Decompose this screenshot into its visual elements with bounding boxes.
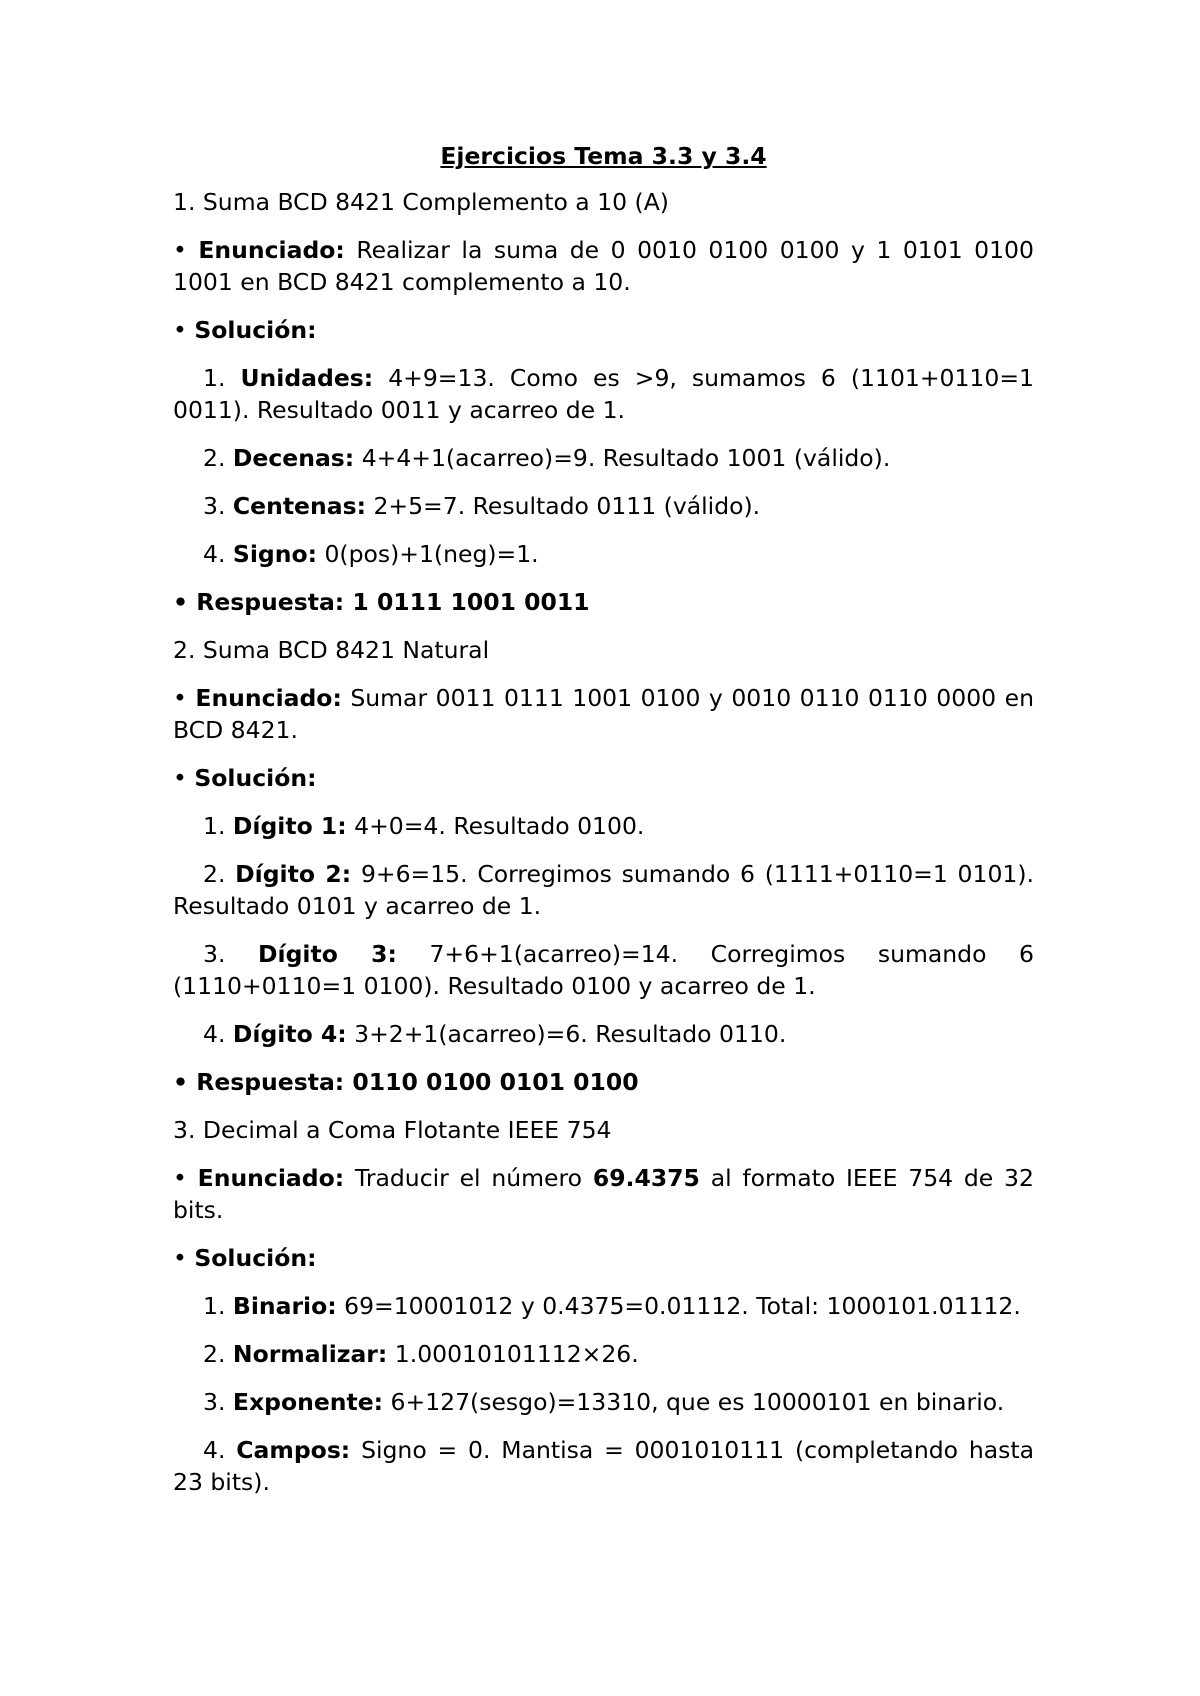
exercise-2-enunciado [173, 682, 1034, 746]
step-text: 0(pos)+1(neg)=1. [324, 540, 539, 568]
enunciado-label: Enunciado: [197, 1164, 345, 1192]
respuesta-value: 1 0111 1001 0011 [352, 588, 590, 616]
step-label: Dígito 3: [258, 940, 397, 968]
step-text: Signo = 0. Mantisa = 0001010111 (completando hasta 23 bits). [173, 1436, 1034, 1496]
exercise-2-step-4: 4. Dígito 4: 3+2+1(acarreo)=6. Resultado 0110. [203, 1020, 787, 1048]
step-label: Dígito 4: [232, 1020, 347, 1048]
step-text: 69=10001012 y 0.4375=0.01112. Total: 1000101.01112. [344, 1292, 1021, 1320]
step-text: 4+0=4. Resultado 0100. [354, 812, 645, 840]
step-text: 9+6=15. Corregimos sumando 6 (1111+0110=1 0101). Resultado 0101 y acarreo de 1. [173, 860, 1034, 920]
step-label: Binario: [232, 1292, 337, 1320]
exercise-3-solucion [173, 1242, 1034, 1274]
exercise-3-enunciado [173, 1162, 1034, 1226]
exercise-2-solucion [173, 762, 1034, 794]
exercise-3-step-4: 4. Campos: Signo = 0. Mantisa = 0001010111 (completando hasta 23 bits). [173, 1436, 1034, 1496]
step-label: Campos: [236, 1436, 351, 1464]
step-text: 6+127(sesgo)=13310, que es 10000101 en binario. [390, 1388, 1005, 1416]
bullet: • [173, 236, 187, 264]
bullet: • [173, 1244, 187, 1272]
exercise-3-step-1: 1. Binario: 69=10001012 y 0.4375=0.01112. Total: 1000101.01112. [203, 1292, 1021, 1320]
respuesta-label: Respuesta: [196, 588, 345, 616]
bullet: • [173, 588, 189, 616]
exercise-2-respuesta [173, 1066, 1034, 1098]
enunciado-number: 69.4375 [592, 1164, 700, 1192]
step-label: Exponente: [232, 1388, 384, 1416]
step-label: Normalizar: [232, 1340, 388, 1368]
exercise-1-step-3: 3. Centenas: 2+5=7. Resultado 0111 (válido). [203, 492, 761, 520]
respuesta-label: Respuesta: [196, 1068, 345, 1096]
exercise-1-enunciado [173, 234, 1034, 298]
solucion-label: Solución: [194, 764, 317, 792]
exercise-2-step-3: 3. Dígito 3: 7+6+1(acarreo)=14. Corregimos sumando 6 (1110+0110=1 0100). Resultado 0100 y acarreo de 1. [173, 940, 1034, 1000]
step-text: 1.00010101112×26. [394, 1340, 639, 1368]
exercise-1-respuesta [173, 586, 1034, 618]
step-text: 4+9=13. Como es >9, sumamos 6 (1101+0110=1 0011). Resultado 0011 y acarreo de 1. [173, 364, 1034, 424]
exercise-1-step-1: 1. Unidades: 4+9=13. Como es >9, sumamos 6 (1101+0110=1 0011). Resultado 0011 y acarreo de 1. [173, 364, 1034, 424]
step-label: Decenas: [232, 444, 355, 472]
exercise-2-step-2: 2. Dígito 2: 9+6=15. Corregimos sumando 6 (1111+0110=1 0101). Resultado 0101 y acarreo de 1. [173, 860, 1034, 920]
bullet: • [173, 1068, 189, 1096]
bullet: • [173, 684, 187, 712]
respuesta-value: 0110 0100 0101 0100 [352, 1068, 639, 1096]
bullet: • [173, 764, 187, 792]
step-text: 3+2+1(acarreo)=6. Resultado 0110. [354, 1020, 787, 1048]
exercise-1-solucion [173, 314, 1034, 346]
step-label: Unidades: [240, 364, 374, 392]
exercise-3-step-2: 2. Normalizar: 1.00010101112×26. [203, 1340, 639, 1368]
exercise-1-step-2: 2. Decenas: 4+4+1(acarreo)=9. Resultado 1001 (válido). [203, 444, 891, 472]
step-label: Signo: [232, 540, 317, 568]
step-text: 7+6+1(acarreo)=14. Corregimos sumando 6 (1110+0110=1 0100). Resultado 0100 y acarreo de 1. [173, 940, 1034, 1000]
enunciado-text: al formato IEEE 754 de 32 bits. [173, 1164, 1034, 1224]
bullet: • [173, 1164, 187, 1192]
exercise-2-step-1: 1. Dígito 1: 4+0=4. Resultado 0100. [203, 812, 645, 840]
enunciado-text: Sumar 0011 0111 1001 0100 y 0010 0110 0110 0000 en BCD 8421. [173, 684, 1034, 744]
step-label: Centenas: [232, 492, 366, 520]
bullet: • [173, 316, 187, 344]
enunciado-text: Realizar la suma de 0 0010 0100 0100 y 1 0101 0100 1001 en BCD 8421 complemento a 10. [173, 236, 1034, 296]
enunciado-label: Enunciado: [195, 684, 342, 712]
exercise-3-heading: 3. Decimal a Coma Flotante IEEE 754 [173, 1116, 612, 1144]
enunciado-text: Traducir el número [354, 1164, 583, 1192]
exercise-1-heading: 1. Suma BCD 8421 Complemento a 10 (A) [173, 188, 669, 216]
step-text: 2+5=7. Resultado 0111 (válido). [373, 492, 761, 520]
step-label: Dígito 2: [235, 860, 352, 888]
document-title: Ejercicios Tema 3.3 y 3.4 [440, 142, 767, 170]
solucion-label: Solución: [194, 1244, 317, 1272]
exercise-2-heading: 2. Suma BCD 8421 Natural [173, 636, 490, 664]
exercise-3-step-3: 3. Exponente: 6+127(sesgo)=13310, que es 10000101 en binario. [203, 1388, 1005, 1416]
enunciado-label: Enunciado: [198, 236, 345, 264]
step-label: Dígito 1: [232, 812, 347, 840]
exercise-1-step-4: 4. Signo: 0(pos)+1(neg)=1. [203, 540, 539, 568]
document-page [173, 140, 1034, 1514]
solucion-label: Solución: [194, 316, 317, 344]
step-text: 4+4+1(acarreo)=9. Resultado 1001 (válido). [361, 444, 891, 472]
